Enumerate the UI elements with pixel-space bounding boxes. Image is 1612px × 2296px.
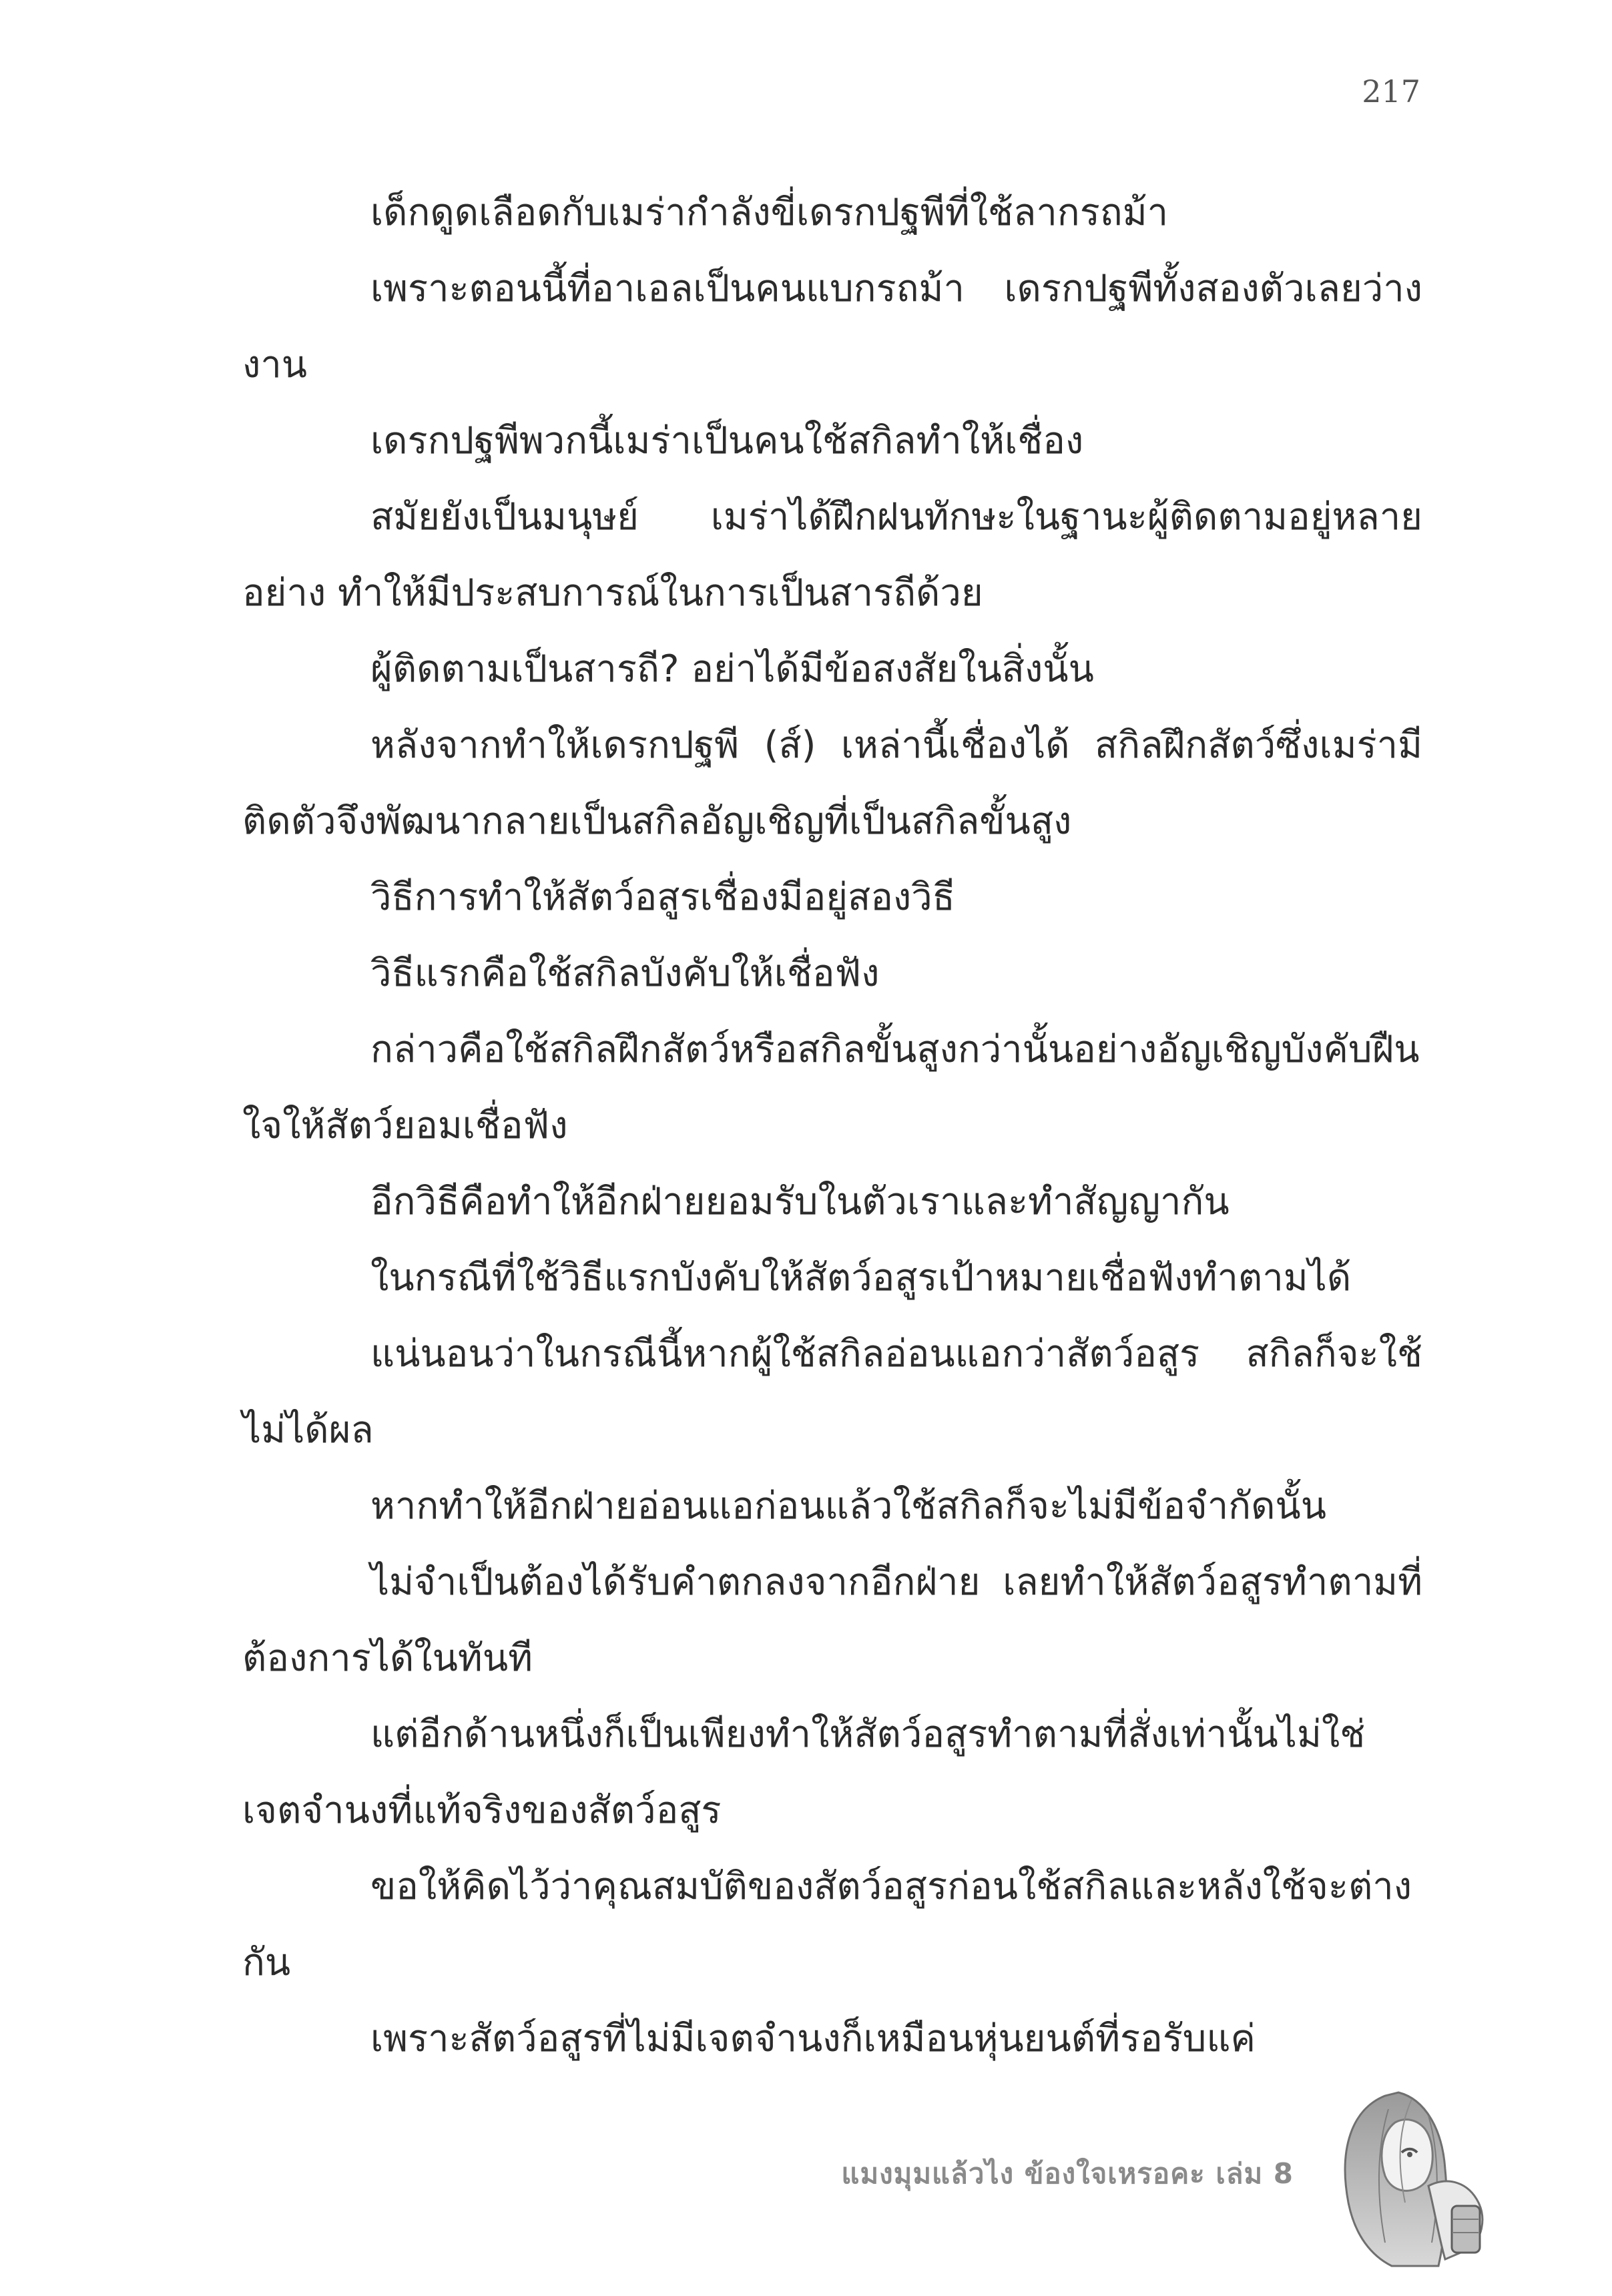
- paragraph: วิธีการทำให้สัตว์อสูรเชื่องมีอยู่สองวิธี: [370, 876, 955, 919]
- paragraph: ไม่จำเป็นต้องได้รับคำตกลงจากอีกฝ่าย เลยทำให้สัตว์อสูรทำตามที่ต้องการได้ในทันที: [242, 1560, 1422, 1680]
- paragraph: เดรกปฐพีพวกนี้เมร่าเป็นคนใช้สกิลทำให้เชื่อง: [370, 419, 1084, 463]
- paragraph: วิธีแรกคือใช้สกิลบังคับให้เชื่อฟัง: [370, 952, 880, 995]
- paragraph: เพราะสัตว์อสูรที่ไม่มีเจตจำนงก็เหมือนหุ่นยนต์ที่รอรับแค่: [370, 2017, 1256, 2060]
- paragraph: เพราะตอนนี้ที่อาเอลเป็นคนแบกรถม้า เดรกปฐพีทั้งสองตัวเลยว่างงาน: [242, 267, 1422, 386]
- character-illustration-icon: [1312, 2069, 1512, 2269]
- paragraph: หากทำให้อีกฝ่ายอ่อนแอก่อนแล้วใช้สกิลก็จะไม่มีข้อจำกัดนั้น: [370, 1484, 1326, 1528]
- page-footer: [0, 2082, 1612, 2296]
- paragraph: อีกวิธีคือทำให้อีกฝ่ายยอมรับในตัวเราและทำสัญญากัน: [370, 1180, 1230, 1223]
- paragraph: หลังจากทำให้เดรกปฐพี (ส์) เหล่านี้เชื่องได้ สกิลฝึกสัตว์ซึ่งเมร่ามีติดตัวจึงพัฒนากลายเป็นสกิลอัญเชิญที่เป็นสกิลขั้นสูง: [242, 724, 1422, 843]
- paragraph: ในกรณีที่ใช้วิธีแรกบังคับให้สัตว์อสูรเป้าหมายเชื่อฟังทำตามได้: [370, 1256, 1352, 1300]
- paragraph: กล่าวคือใช้สกิลฝึกสัตว์หรือสกิลขั้นสูงกว่านั้นอย่างอัญเชิญบังคับฝืนใจให้สัตว์ยอมเชื่อฟัง: [242, 1028, 1420, 1147]
- paragraph: เด็กดูดเลือดกับเมร่ากำลังขี่เดรกปฐพีที่ใช้ลากรถม้า: [370, 191, 1169, 234]
- paragraph: แต่อีกด้านหนึ่งก็เป็นเพียงทำให้สัตว์อสูรทำตามที่สั่งเท่านั้นไม่ใช่เจตจำนงที่แท้จริงของสัตว์อสูร: [242, 1713, 1366, 1832]
- paragraph: ผู้ติดตามเป็นสารถี? อย่าได้มีข้อสงสัยในสิ่งนั้น: [370, 647, 1094, 691]
- paragraph: สมัยยังเป็นมนุษย์ เมร่าได้ฝึกฝนทักษะในฐานะผู้ติดตามอยู่หลายอย่าง ทำให้มีประสบการณ์ในการเป็นสารถีด้วย: [242, 495, 1422, 615]
- paragraph: ขอให้คิดไว้ว่าคุณสมบัติของสัตว์อสูรก่อนใช้สกิลและหลังใช้จะต่างกัน: [242, 1865, 1412, 1984]
- body-text: [242, 175, 1422, 2077]
- page-number: 217: [1362, 73, 1420, 109]
- book-title: แมงมุมแล้วไง ข้องใจเหรอคะ เล่ม 8: [841, 2157, 1294, 2190]
- paragraph: แน่นอนว่าในกรณีนี้หากผู้ใช้สกิลอ่อนแอกว่าสัตว์อสูร สกิลก็จะใช้ไม่ได้ผล: [242, 1332, 1422, 1452]
